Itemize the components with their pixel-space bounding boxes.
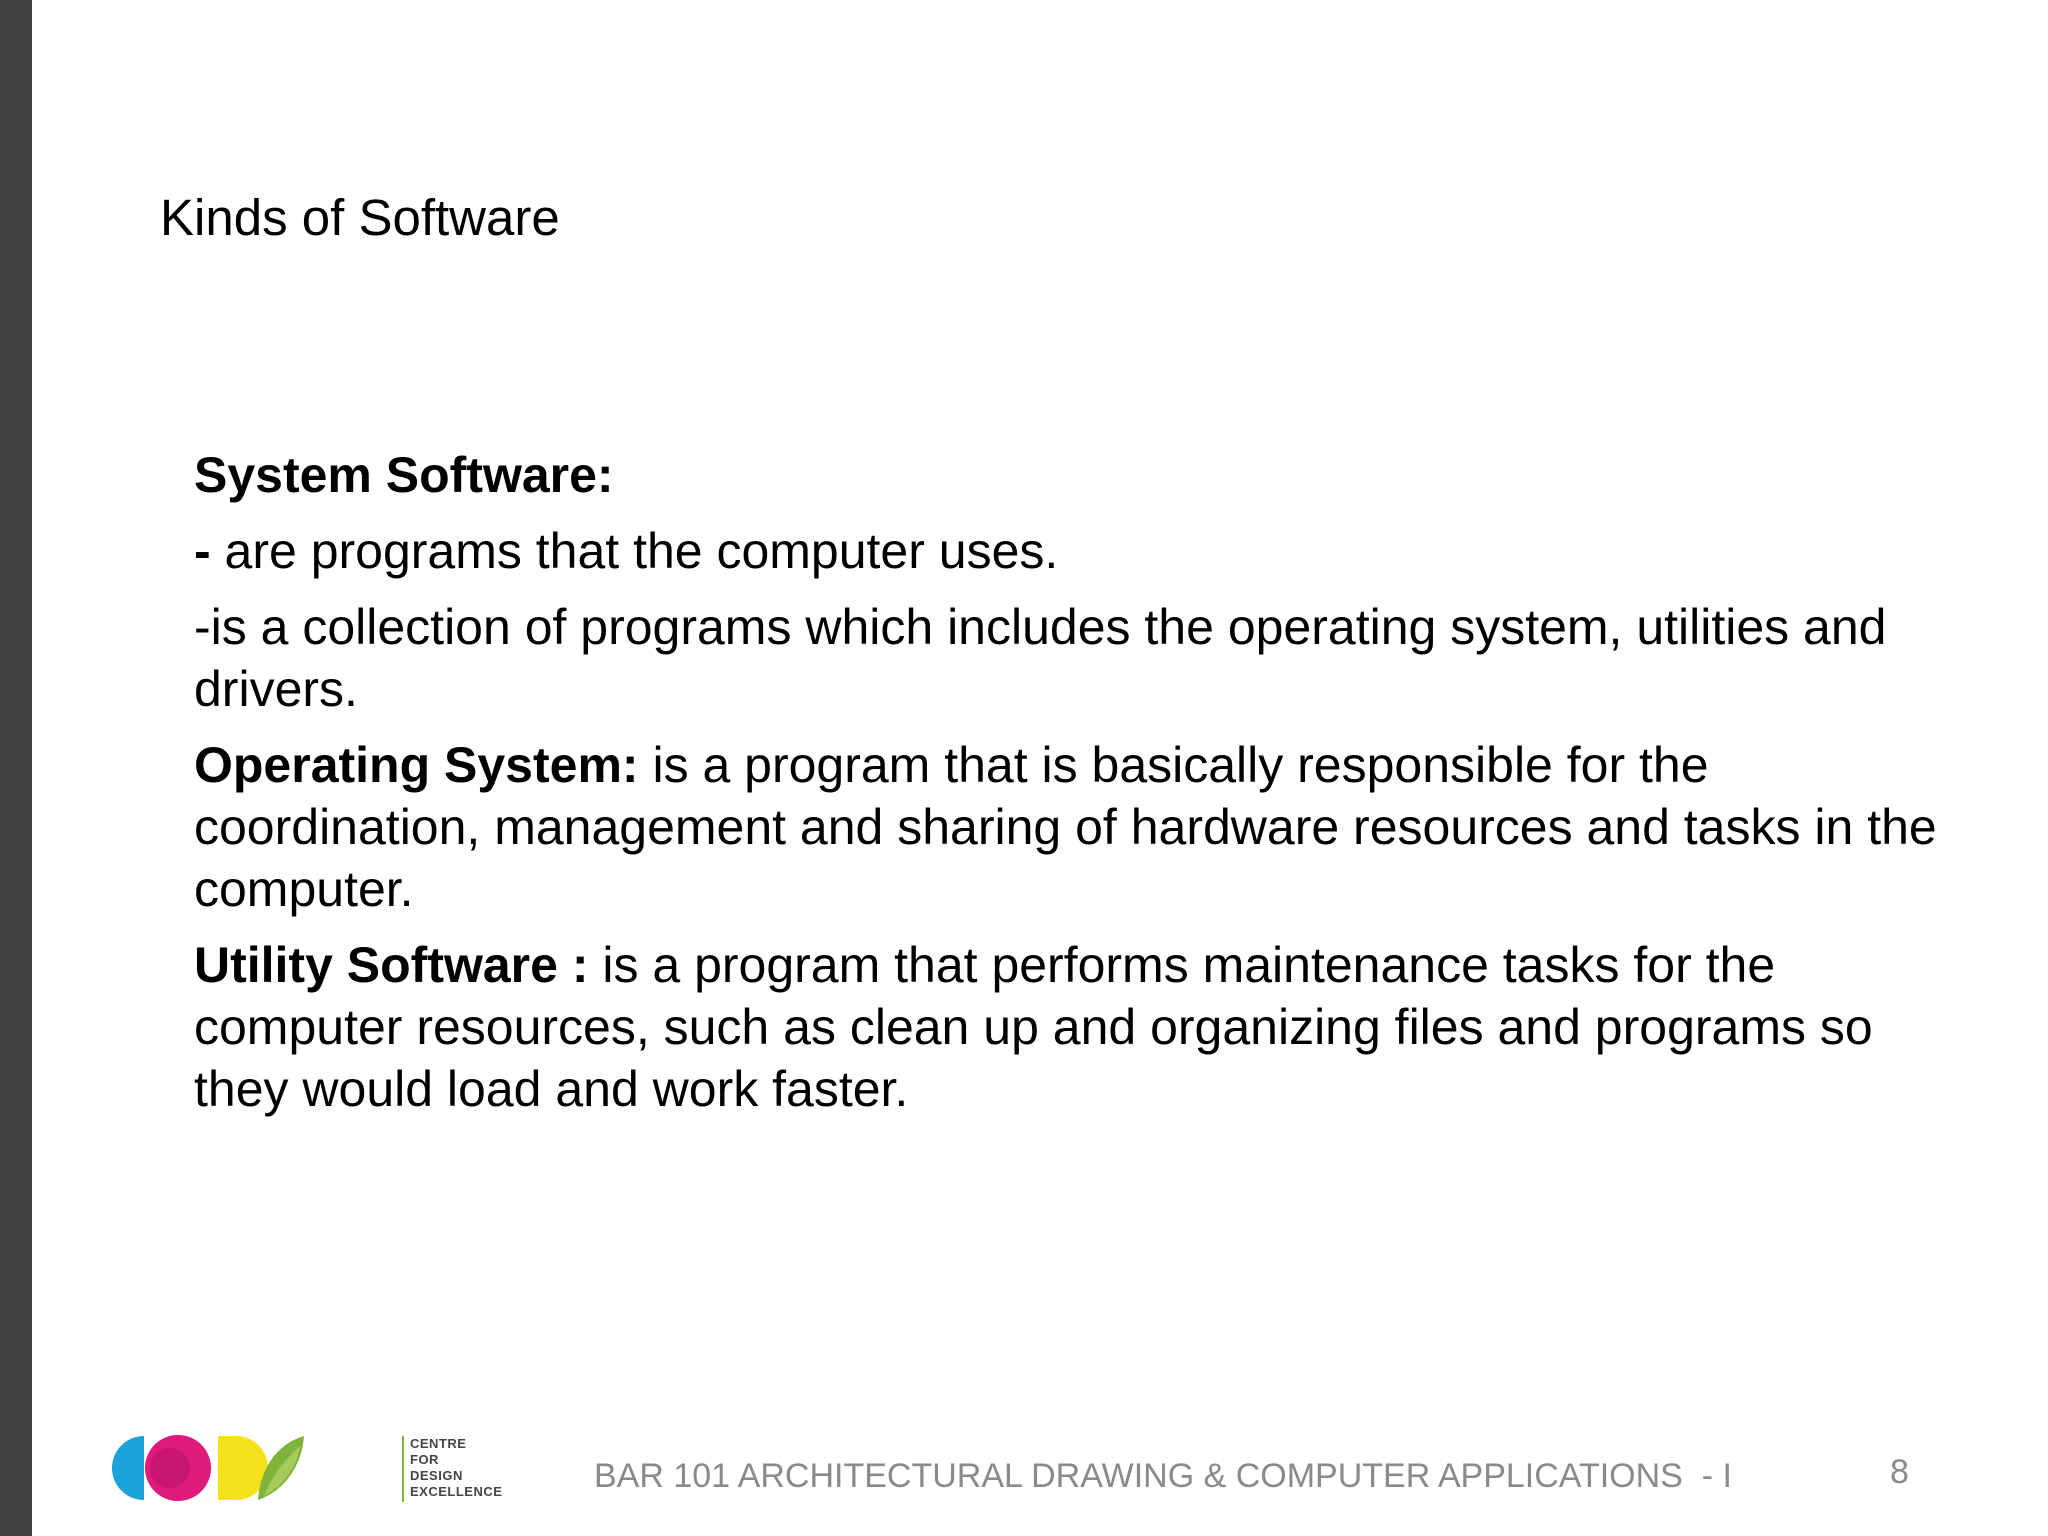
slide-footer	[0, 1430, 2048, 1530]
slide-title: Kinds of Software	[160, 189, 560, 246]
page-number: 8	[1890, 1453, 1909, 1491]
logo-line: DESIGN	[410, 1468, 463, 1483]
slide-body	[194, 444, 1974, 1134]
logo-wordmark	[410, 1436, 502, 1500]
logo-line: FOR	[410, 1452, 439, 1467]
course-label: BAR 101 ARCHITECTURAL DRAWING & COMPUTER APPLICATIONS - I	[594, 1457, 1732, 1495]
paragraph-programs-used	[194, 520, 1974, 582]
paragraph-text: -is a collection of programs which includes the operating system, utilities and drivers.	[194, 599, 1887, 717]
paragraph-utility-software	[194, 934, 1974, 1120]
logo-cyan-shape	[112, 1436, 144, 1500]
logo-magenta-inner-shape	[150, 1448, 190, 1488]
paragraph-bold: Utility Software :	[194, 937, 589, 993]
paragraph-collection	[194, 596, 1974, 720]
cde-logo-mark-icon	[108, 1430, 398, 1510]
paragraph-bold: -	[194, 523, 211, 579]
paragraph-bold: Operating System:	[194, 737, 639, 793]
left-edge-bar	[0, 0, 32, 1536]
paragraph-text: is a program that performs maintenance tasks for the computer resources, such as clean up and organizing files and programs so they would load and work faster.	[194, 937, 1873, 1117]
logo-line: CENTRE	[410, 1436, 467, 1451]
cde-logo	[108, 1430, 503, 1510]
logo-divider	[402, 1436, 404, 1502]
paragraph-text: is a program that is basically responsible for the coordination, management and sharing of hardware resources and tasks in the computer.	[194, 737, 1937, 917]
paragraph-bold: System Software:	[194, 447, 614, 503]
logo-line: EXCELLENCE	[410, 1484, 503, 1499]
paragraph-text: are programs that the computer uses.	[210, 523, 1059, 579]
paragraph-system-software	[194, 444, 1974, 506]
paragraph-operating-system	[194, 734, 1974, 920]
